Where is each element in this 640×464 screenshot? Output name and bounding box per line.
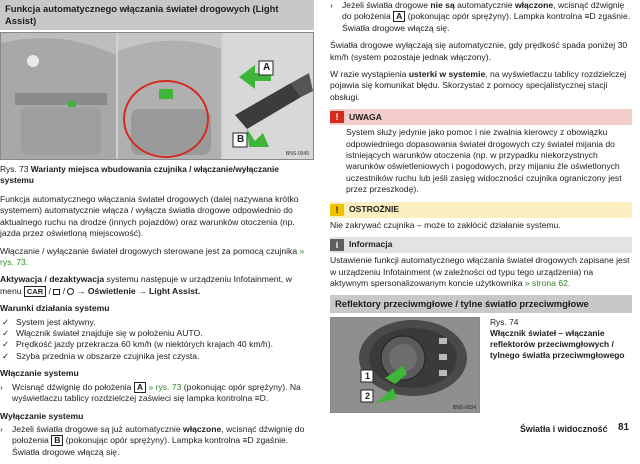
high-beam-auto-icon: ≡D	[254, 393, 266, 404]
switch-off-text-3: (pokonując opór sprężyny). Lampka kontrolna	[65, 435, 241, 446]
warning-triangle-icon: !	[330, 111, 344, 123]
section-heading-light-assist: Funkcja automatycznego włączania świateł drogowych (Light Assist)	[0, 0, 314, 30]
figure-73-label-b: B	[237, 134, 245, 145]
figure-73-code: BNS-0045	[285, 151, 309, 157]
figure-74-label-2: 2	[365, 391, 371, 402]
info-text: Ustawienie funkcji automatycznego włączania świateł drogowych zapisane jest w urządzeniu Infotainment (w zależności od typu tego urządzenia) na aktywnym spersonalizowanym koncie użytkownika	[330, 255, 630, 288]
conditions-list	[0, 317, 314, 363]
figure-74-code: BNS-0034	[452, 405, 476, 412]
menu-separator-1: /	[48, 285, 51, 296]
condition-item: ✓ Prędkość jazdy przekracza 60 km/h (w niektórych krajach 40 km/h).	[0, 339, 314, 350]
arrow-right-icon: ›	[330, 0, 333, 10]
menu-separator-2: /	[62, 285, 66, 296]
figure-74	[330, 317, 480, 413]
continued-bold-2: włączone	[514, 0, 554, 10]
condition-item: ✓ Włącznik świateł znajduje się w położeniu AUTO.	[0, 328, 314, 339]
figure-74-block	[330, 317, 632, 413]
page-number: 81	[618, 422, 630, 433]
switch-on-text-2: (pokonując opór sprężyny). Na wyświetlaczu tablicy rozdzielczej zaświeci się lampka kontrolna	[12, 381, 301, 404]
figure-73	[0, 32, 314, 160]
figure-73-illustration	[1, 33, 313, 159]
sensor-paragraph	[0, 246, 314, 269]
right-column	[330, 0, 632, 413]
activation-text: systemu następuje w urządzeniu Infotainment, w menu	[0, 274, 292, 296]
switch-on-heading: Włączanie systemu	[0, 368, 79, 379]
left-column	[0, 0, 314, 464]
high-beam-auto-icon: ≡D	[242, 435, 254, 446]
continued-text-1: Jeżeli światła drogowe	[342, 0, 428, 10]
figure-74-caption-number: Rys. 74	[490, 317, 519, 328]
fault-text-1: W razie wystąpienia	[330, 69, 407, 80]
position-a-key: A	[393, 11, 405, 22]
arrow-right-icon: ›	[0, 381, 3, 392]
condition-item: ✓ System jest aktywny.	[0, 317, 314, 328]
figure-73-link[interactable]: » rys. 73	[148, 381, 182, 392]
activation-paragraph	[0, 274, 314, 297]
continued-text-3: , wcisnąć dźwignię do położenia	[342, 0, 625, 22]
switch-off-heading: Wyłączanie systemu	[0, 410, 84, 421]
figure-73-link[interactable]: » rys. 73.	[0, 245, 305, 268]
warning-header	[330, 109, 632, 125]
warning-title: UWAGA	[349, 111, 382, 122]
settings-icon	[67, 288, 74, 295]
figure-73-label-a: A	[263, 62, 271, 73]
switch-off-step	[0, 424, 314, 458]
warning-text: System służy jedynie jako pomoc i nie zwalnia kierowcy z obowiązku odpowiedniego dopasowania świateł drogowych czy świateł mijania do istniejących warunków otoczenia (np. w przypadku niekorzystnych warunków oświetleniowych i pogodowych, przy mijaniu źle oświetlonych uczestników ruchu lub jeśli zasięg widoczności czujnika ograniczony jest przez przeszkodę).	[346, 127, 622, 195]
info-title: Informacja	[349, 239, 393, 250]
position-b-key: B	[51, 435, 63, 446]
switch-on-step: › Wcisnąć dźwignię do położenia A » rys. 73 (pokonując opór sprężyny). Na wyświetlaczu tablicy rozdzielczej zaświeci się lampka kontrolna ≡D.	[0, 381, 301, 404]
switch-off-bold: włączone	[183, 423, 222, 434]
switch-on-text-1: Wcisnąć dźwignię do położenia	[12, 381, 132, 392]
high-beam-auto-icon: ≡D	[584, 11, 596, 22]
fault-bold: usterki w systemie	[408, 69, 486, 80]
speed-paragraph: Światła drogowe wyłączają się automatycznie, gdy prędkość spada poniżej 30 km/h (system pozostaje jednak włączony).	[330, 40, 628, 62]
arrow-right-icon: ›	[0, 423, 3, 434]
info-header	[330, 237, 632, 253]
intro-paragraph: Funkcja automatycznego włączania świateł drogowych (dalej nazywana krótko systemem) automatycznie włącza / wyłącza światła drogowe odpowiednio do aktualnego ruchu na drodze (innych pojazdów) oraz warunków otoczenia (np. jazda przez oświetloną miejscowość).	[0, 194, 299, 239]
fault-text-2: , na wyświetlaczu tablicy rozdzielczej pojawia się komunikat błędu. Skorzystać z pomocy specjalistycznej stacji obsługi.	[330, 69, 627, 102]
continued-bold-1: nie są	[430, 0, 455, 10]
caution-text: Nie zakrywać czujnika – może to zakłócić działanie systemu.	[330, 219, 561, 230]
condition-item: ✓ Szyba przednia w obszarze czujnika jest czysta.	[0, 351, 314, 362]
menu-path: → Oświetlenie → Light Assist.	[76, 285, 201, 296]
caution-icon: !	[330, 204, 344, 216]
caution-title: OSTROŻNIE	[349, 203, 400, 214]
info-paragraph	[330, 255, 632, 289]
switch-on-continued-step	[330, 0, 632, 34]
switch-off-text-1: Jeżeli światła drogowe są już automatycznie	[12, 423, 181, 434]
caution-header	[330, 202, 632, 218]
section-heading-fog-lights: Reflektory przeciwmgłowe / tylne światło przeciwmgłowe	[330, 295, 632, 313]
figure-74-illustration	[331, 318, 479, 412]
switch-off-text-2: , wcisnąć dźwignię do położenia	[12, 423, 305, 446]
switch-off-text-4: zgaśnie. Światła drogowe włączą się.	[12, 435, 289, 457]
sensor-paragraph-text: Włączanie / wyłączanie świateł drogowych sterowane jest za pomocą czujnika	[0, 245, 298, 256]
figure-73-caption-number: Rys. 73	[0, 164, 29, 174]
fault-paragraph	[330, 69, 632, 103]
figure-73-caption	[0, 164, 314, 186]
info-icon: i	[330, 239, 344, 251]
figure-74-caption	[490, 317, 632, 361]
page-62-link[interactable]: » strona 62.	[524, 277, 571, 288]
continued-text-2: automatycznie	[457, 0, 513, 10]
car-key: CAR	[24, 286, 46, 297]
menu-icon	[53, 289, 60, 295]
activation-label: Aktywacja / dezaktywacja	[0, 274, 105, 285]
figure-73-caption-text: Warianty miejsca wbudowania czujnika / włączanie/wyłączanie systemu	[0, 164, 279, 185]
conditions-heading: Warunki działania systemu	[0, 303, 110, 314]
position-a-key: A	[134, 382, 146, 393]
continued-text-5: zgaśnie. Światła drogowe włączą się.	[342, 11, 631, 33]
chapter-footer: Światła i widoczność	[520, 424, 608, 434]
continued-text-4: (pokonując opór sprężyny). Lampka kontrolna	[407, 11, 583, 22]
figure-74-label-1: 1	[365, 371, 371, 382]
figure-74-caption-text: Włącznik świateł – włączanie reflektorów przeciwmgłowych / tylnego światła przeciwmgłowego	[490, 328, 625, 361]
